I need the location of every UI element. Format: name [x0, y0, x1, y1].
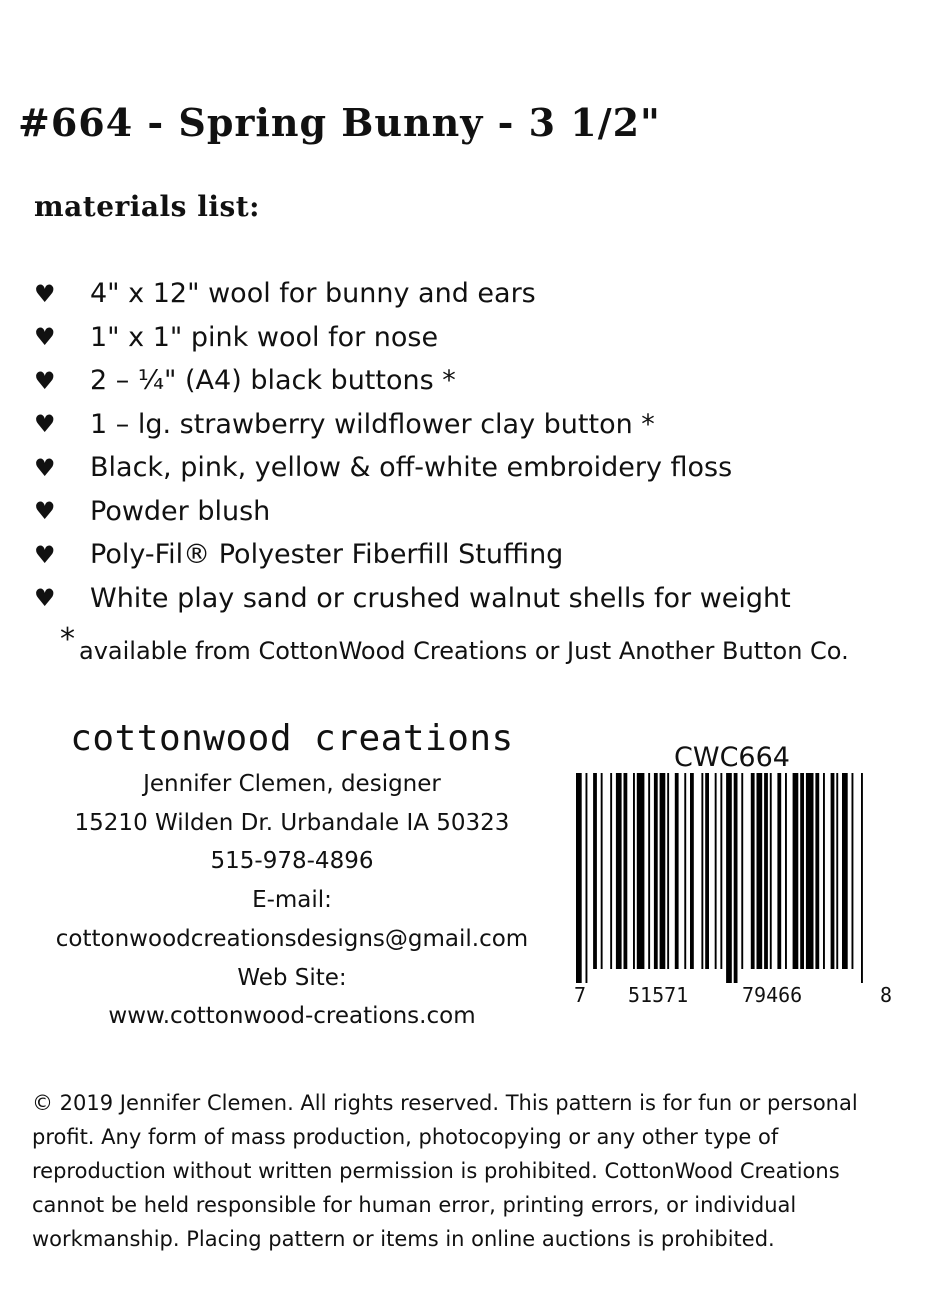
- barcode-bar: [751, 773, 755, 969]
- copyright-notice: © 2019 Jennifer Clemen. All rights reserved. This pattern is for fun or personal profit. Any form of mass production, photocopying or any other type of reproduction without written permission is prohibited. CottonWood Creations cannot be held responsible for human error, printing errors, or individual workmanship. Placing pattern or items in online auctions is prohibited.: [32, 1091, 858, 1251]
- barcode-bar: [770, 773, 772, 969]
- barcode-bar: [764, 773, 768, 969]
- email-label: E-mail:: [252, 887, 332, 914]
- barcode-bar: [793, 773, 799, 969]
- phone-number: 515-978-4896: [210, 848, 374, 875]
- material-text: Powder blush: [90, 495, 271, 527]
- barcode-bar: [637, 773, 645, 969]
- barcode-bar: [741, 773, 743, 969]
- availability-text: available from CottonWood Creations or Just Another Button Co.: [79, 637, 849, 665]
- list-item: [34, 272, 791, 316]
- barcode-bar: [616, 773, 622, 969]
- heart-icon: ♥: [34, 279, 56, 308]
- barcode-bar: [861, 773, 863, 983]
- material-text: 2 – ¼" (A4) black buttons *: [90, 365, 456, 397]
- list-item: [34, 359, 791, 403]
- barcode-bar: [648, 773, 650, 969]
- list-item: [34, 490, 791, 534]
- heart-icon: ♥: [34, 366, 56, 395]
- barcode-bar: [720, 773, 722, 969]
- contact-block: [22, 718, 562, 1036]
- barcode-bar: [757, 773, 763, 969]
- availability-note: [60, 622, 849, 667]
- barcode-bar: [690, 773, 694, 969]
- barcode-icon: [562, 773, 902, 983]
- barcode-bar: [624, 773, 628, 969]
- heart-icon: ♥: [34, 584, 56, 613]
- barcode-bar: [836, 773, 838, 969]
- barcode-bar: [852, 773, 854, 969]
- barcode-bar: [785, 773, 787, 969]
- barcode-bar: [705, 773, 709, 969]
- barcode-bar: [715, 773, 717, 969]
- barcode-bar: [842, 773, 848, 969]
- website-label: Web Site:: [237, 964, 347, 991]
- list-item: [34, 316, 791, 360]
- heart-icon: ♥: [34, 497, 56, 526]
- barcode-block: [562, 742, 902, 1013]
- heart-icon: ♥: [34, 453, 56, 482]
- heart-icon: ♥: [34, 410, 56, 439]
- email-address[interactable]: cottonwoodcreationsdesigns@gmail.com: [55, 925, 529, 952]
- brand-name: cottonwood creations: [70, 718, 514, 759]
- list-item: [34, 577, 791, 621]
- barcode-digit-last: 8: [880, 983, 893, 1007]
- list-item: [34, 446, 791, 490]
- barcode-digits: [562, 983, 902, 1013]
- pattern-title: #664 - Spring Bunny - 3 1/2": [18, 100, 661, 145]
- website-url[interactable]: www.cottonwood-creations.com: [108, 1003, 476, 1030]
- barcode-bar: [684, 773, 686, 969]
- barcode-bar: [601, 773, 603, 969]
- designer-name: Jennifer Clemen, designer: [143, 771, 441, 797]
- barcode-bar: [806, 773, 814, 969]
- barcode-bar: [576, 773, 582, 983]
- barcode-bar: [633, 773, 635, 969]
- barcode-bar: [831, 773, 835, 969]
- list-item: [34, 533, 791, 577]
- barcode-bar: [610, 773, 612, 969]
- barcode-bar: [660, 773, 666, 969]
- heart-icon: ♥: [34, 540, 56, 569]
- material-text: White play sand or crushed walnut shells for weight: [90, 582, 791, 614]
- barcode-bar: [667, 773, 669, 969]
- material-text: 1" x 1" pink wool for nose: [90, 321, 439, 353]
- material-text: 4" x 12" wool for bunny and ears: [90, 278, 536, 310]
- barcode-digit-right: 79466: [742, 983, 803, 1007]
- barcode-bar: [726, 773, 732, 983]
- product-code: CWC664: [674, 742, 790, 773]
- materials-heading: materials list:: [34, 190, 261, 223]
- material-text: Poly-Fil® Polyester Fiberfill Stuffing: [90, 539, 564, 571]
- heart-icon: ♥: [34, 323, 56, 352]
- barcode-bar: [675, 773, 679, 969]
- barcode-bar: [734, 773, 738, 983]
- barcode-bar: [593, 773, 597, 969]
- barcode-bar: [777, 773, 781, 969]
- barcode-digit-left: 51571: [628, 983, 689, 1007]
- barcode-bar: [654, 773, 658, 969]
- barcode-bar: [586, 773, 588, 983]
- barcode-bar: [815, 773, 819, 969]
- barcode-bar: [701, 773, 703, 969]
- material-text: 1 – lg. strawberry wildflower clay button *: [90, 408, 655, 440]
- materials-list: [34, 272, 791, 620]
- list-item: [34, 403, 791, 447]
- address: 15210 Wilden Dr. Urbandale IA 50323: [74, 809, 510, 836]
- material-text: Black, pink, yellow & off-white embroidery floss: [90, 452, 733, 484]
- asterisk-marker: *: [60, 622, 75, 657]
- barcode-bar: [823, 773, 825, 969]
- barcode-bar: [800, 773, 804, 969]
- barcode-digit-first: 7: [574, 983, 587, 1007]
